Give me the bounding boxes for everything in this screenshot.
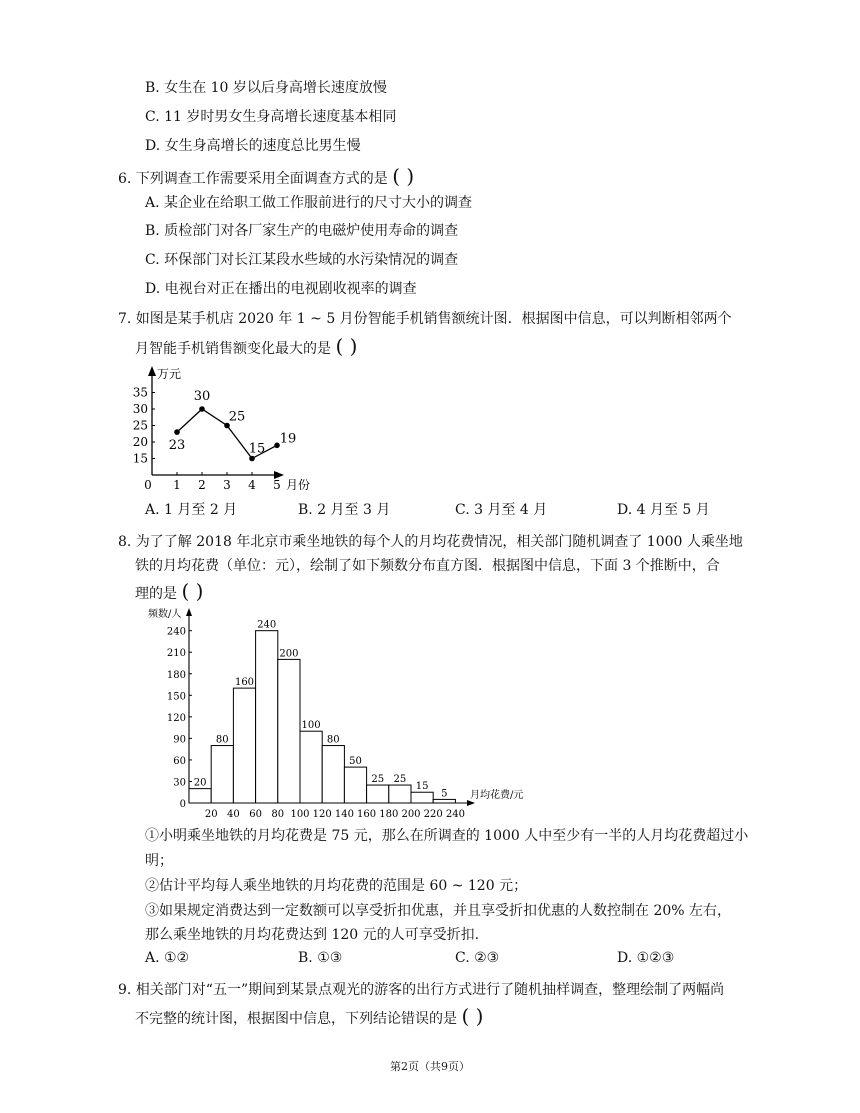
y-axis-label: 频数/人	[148, 609, 182, 620]
x-tick-label: 1	[173, 478, 181, 492]
data-label: 15	[248, 441, 266, 457]
y-tick-label: 180	[166, 669, 186, 681]
bar-value-label: 80	[215, 734, 229, 746]
y-tick-label: 150	[166, 691, 186, 703]
q6-option-b: B. 质检部门对各厂家生产的电磁炉使用寿命的调查	[145, 223, 459, 239]
x-tick-label: 140	[334, 809, 354, 820]
bar-value-label: 200	[279, 648, 299, 660]
q8-statement-1: ①小明乘坐地铁的月均花费是 75 元，那么在所调查的 1000 人中至少有一半的人月均花费超过小	[145, 828, 749, 844]
y-tick-label: 240	[166, 626, 186, 638]
q5-option-b: B. 女生在 10 岁以后身高增长速度放慢	[145, 80, 387, 96]
x-tick-label: 200	[401, 809, 421, 820]
bar-value-label: 25	[393, 774, 407, 786]
q8-statement-2: ②估计平均每人乘坐地铁的月均花费的范围是 60 ~ 120 元；	[145, 878, 528, 894]
x-tick-label: 5	[273, 478, 281, 492]
x-tick-label: 120	[312, 809, 332, 820]
q6-stem-text: 6. 下列调查工作需要采用全面调查方式的是	[118, 171, 388, 187]
histogram-bar	[300, 731, 322, 803]
histogram-bar	[344, 767, 366, 803]
bar-value-label: 50	[349, 756, 362, 768]
y-tick-label: 35	[132, 385, 148, 400]
x-tick-label: 2	[198, 478, 206, 492]
y-tick-label: 120	[166, 712, 186, 724]
q6-option-c: C. 环保部门对长江某段水些域的水污染情况的调查	[145, 252, 459, 268]
q9-stem-text: 不完整的统计图，根据图中信息，下列结论错误的是	[135, 1011, 457, 1027]
histogram-bar	[322, 746, 344, 803]
histogram-bar	[211, 746, 233, 803]
x-tick-label: 20	[204, 809, 218, 820]
y-tick-label: 25	[132, 418, 148, 433]
bar-value-label: 25	[371, 774, 385, 786]
histogram-bar	[411, 792, 433, 803]
q7-stem-line1: 7. 如图是某手机店 2020 年 1 ~ 5 月份智能手机销售额统计图．根据图中信息，可以判断相邻两个	[118, 311, 732, 327]
x-tick-label: 80	[271, 809, 285, 820]
data-label: 23	[168, 438, 186, 454]
q6-option-a: A. 某企业在给职工做工作服前进行的尺寸大小的调查	[145, 195, 473, 211]
q7-option-b: B. 2 月至 3 月	[298, 502, 391, 518]
x-tick-label: 0	[144, 478, 152, 492]
data-label: 25	[228, 409, 246, 425]
q8-stem-text: 理的是	[135, 586, 177, 602]
q8-answer-bracket: ( )	[181, 579, 204, 603]
histogram-bar	[367, 785, 389, 803]
q8-option-b: B. ①③	[298, 950, 343, 966]
q8-option-d: D. ①②③	[617, 950, 675, 966]
q5-option-d: D. 女生身高增长的速度总比男生慢	[145, 138, 361, 154]
data-point	[199, 406, 205, 412]
q7-option-d: D. 4 月至 5 月	[617, 502, 710, 518]
y-tick-label: 60	[173, 755, 186, 767]
q7-options	[145, 499, 765, 519]
y-tick-label: 15	[132, 451, 148, 466]
histogram-bar	[433, 799, 455, 803]
y-axis-arrow-icon	[148, 366, 156, 376]
q8-stem-line1: 8. 为了了解 2018 年北京市乘坐地铁的每个人的月均花费情况，相关部门随机调查了 1000 人乘坐地	[118, 534, 743, 550]
y-tick-label: 210	[166, 648, 186, 660]
q7-option-c: C. 3 月至 4 月	[455, 502, 548, 518]
x-tick-label: 4	[248, 478, 256, 492]
data-label: 30	[193, 389, 211, 404]
bar-value-label: 100	[301, 720, 321, 732]
q8-statement-3-cont: 那么乘坐地铁的月均花费达到 120 元的人可享受折扣.	[145, 927, 480, 943]
sales-line-chart	[128, 362, 318, 494]
q9-answer-bracket: ( )	[461, 1004, 484, 1028]
data-label: 19	[279, 431, 297, 447]
x-tick-label: 60	[249, 809, 262, 820]
bar-value-label: 240	[257, 619, 277, 631]
q6-option-d: D. 电视台对正在播出的电视剧收视率的调查	[145, 281, 417, 297]
bar-value-label: 160	[234, 677, 255, 689]
histogram-bar	[389, 785, 411, 803]
x-axis-label: 月份	[286, 478, 311, 492]
q7-stem-text: 月智能手机销售额变化最大的是	[135, 341, 331, 357]
y-tick-label: 30	[132, 402, 148, 416]
spending-histogram	[140, 605, 540, 823]
x-axis-label: 月均花费/元	[470, 790, 524, 801]
y-tick-label: 20	[132, 435, 148, 449]
q7-stem-line2	[135, 336, 357, 359]
q8-statement-3: ③如果规定消费达到一定数额可以享受折扣优惠，并且享受折扣优惠的人数控制在 20% 左右，	[145, 903, 732, 919]
x-tick-label: 220	[423, 809, 443, 820]
q6-stem	[118, 166, 414, 189]
y-tick-label: 90	[173, 734, 186, 746]
histogram-bar	[278, 659, 300, 803]
x-tick-label: 160	[357, 809, 377, 820]
q8-option-a: A. ①②	[145, 950, 190, 966]
x-tick-label: 180	[379, 809, 399, 820]
q8-statement-1-cont: 明；	[145, 853, 173, 869]
q8-stem-line2: 铁的月均花费（单位：元），绘制了如下频数分布直方图．根据图中信息，下面 3 个推断中，合	[135, 558, 720, 574]
q6-answer-bracket: ( )	[392, 164, 415, 188]
q7-answer-bracket: ( )	[335, 334, 358, 358]
q8-options	[145, 950, 765, 970]
y-tick-label: 0	[179, 799, 186, 810]
y-axis-label: 万元	[157, 367, 182, 381]
x-tick-label: 40	[227, 809, 240, 820]
bar-value-label: 15	[415, 781, 429, 793]
x-tick-label: 100	[290, 809, 310, 820]
q9-stem-line1: 9. 相关部门对“五一”期间到某景点观光的游客的出行方式进行了随机抽样调查，整理绘制了两幅尚	[118, 982, 725, 998]
histogram-bar	[233, 688, 255, 803]
bar-value-label: 5	[441, 788, 448, 800]
q8-stem-line3	[135, 581, 203, 604]
q8-option-c: C. ②③	[455, 950, 500, 966]
x-tick-label: 3	[223, 478, 231, 492]
page-footer: 第2页（共9页）	[390, 1060, 470, 1073]
q7-option-a: A. 1 月至 2 月	[145, 502, 238, 518]
data-point	[249, 456, 255, 462]
y-axis-arrow-icon	[186, 608, 192, 616]
data-point	[174, 429, 180, 435]
q5-option-c: C. 11 岁时男女生身高增长速度基本相同	[145, 109, 397, 125]
bar-value-label: 20	[193, 777, 207, 789]
histogram-bar	[189, 789, 211, 803]
histogram-bar	[256, 631, 278, 803]
y-tick-label: 30	[173, 777, 186, 789]
x-tick-label: 240	[445, 809, 465, 820]
q9-stem-line2	[135, 1006, 483, 1029]
bar-value-label: 80	[326, 734, 340, 746]
